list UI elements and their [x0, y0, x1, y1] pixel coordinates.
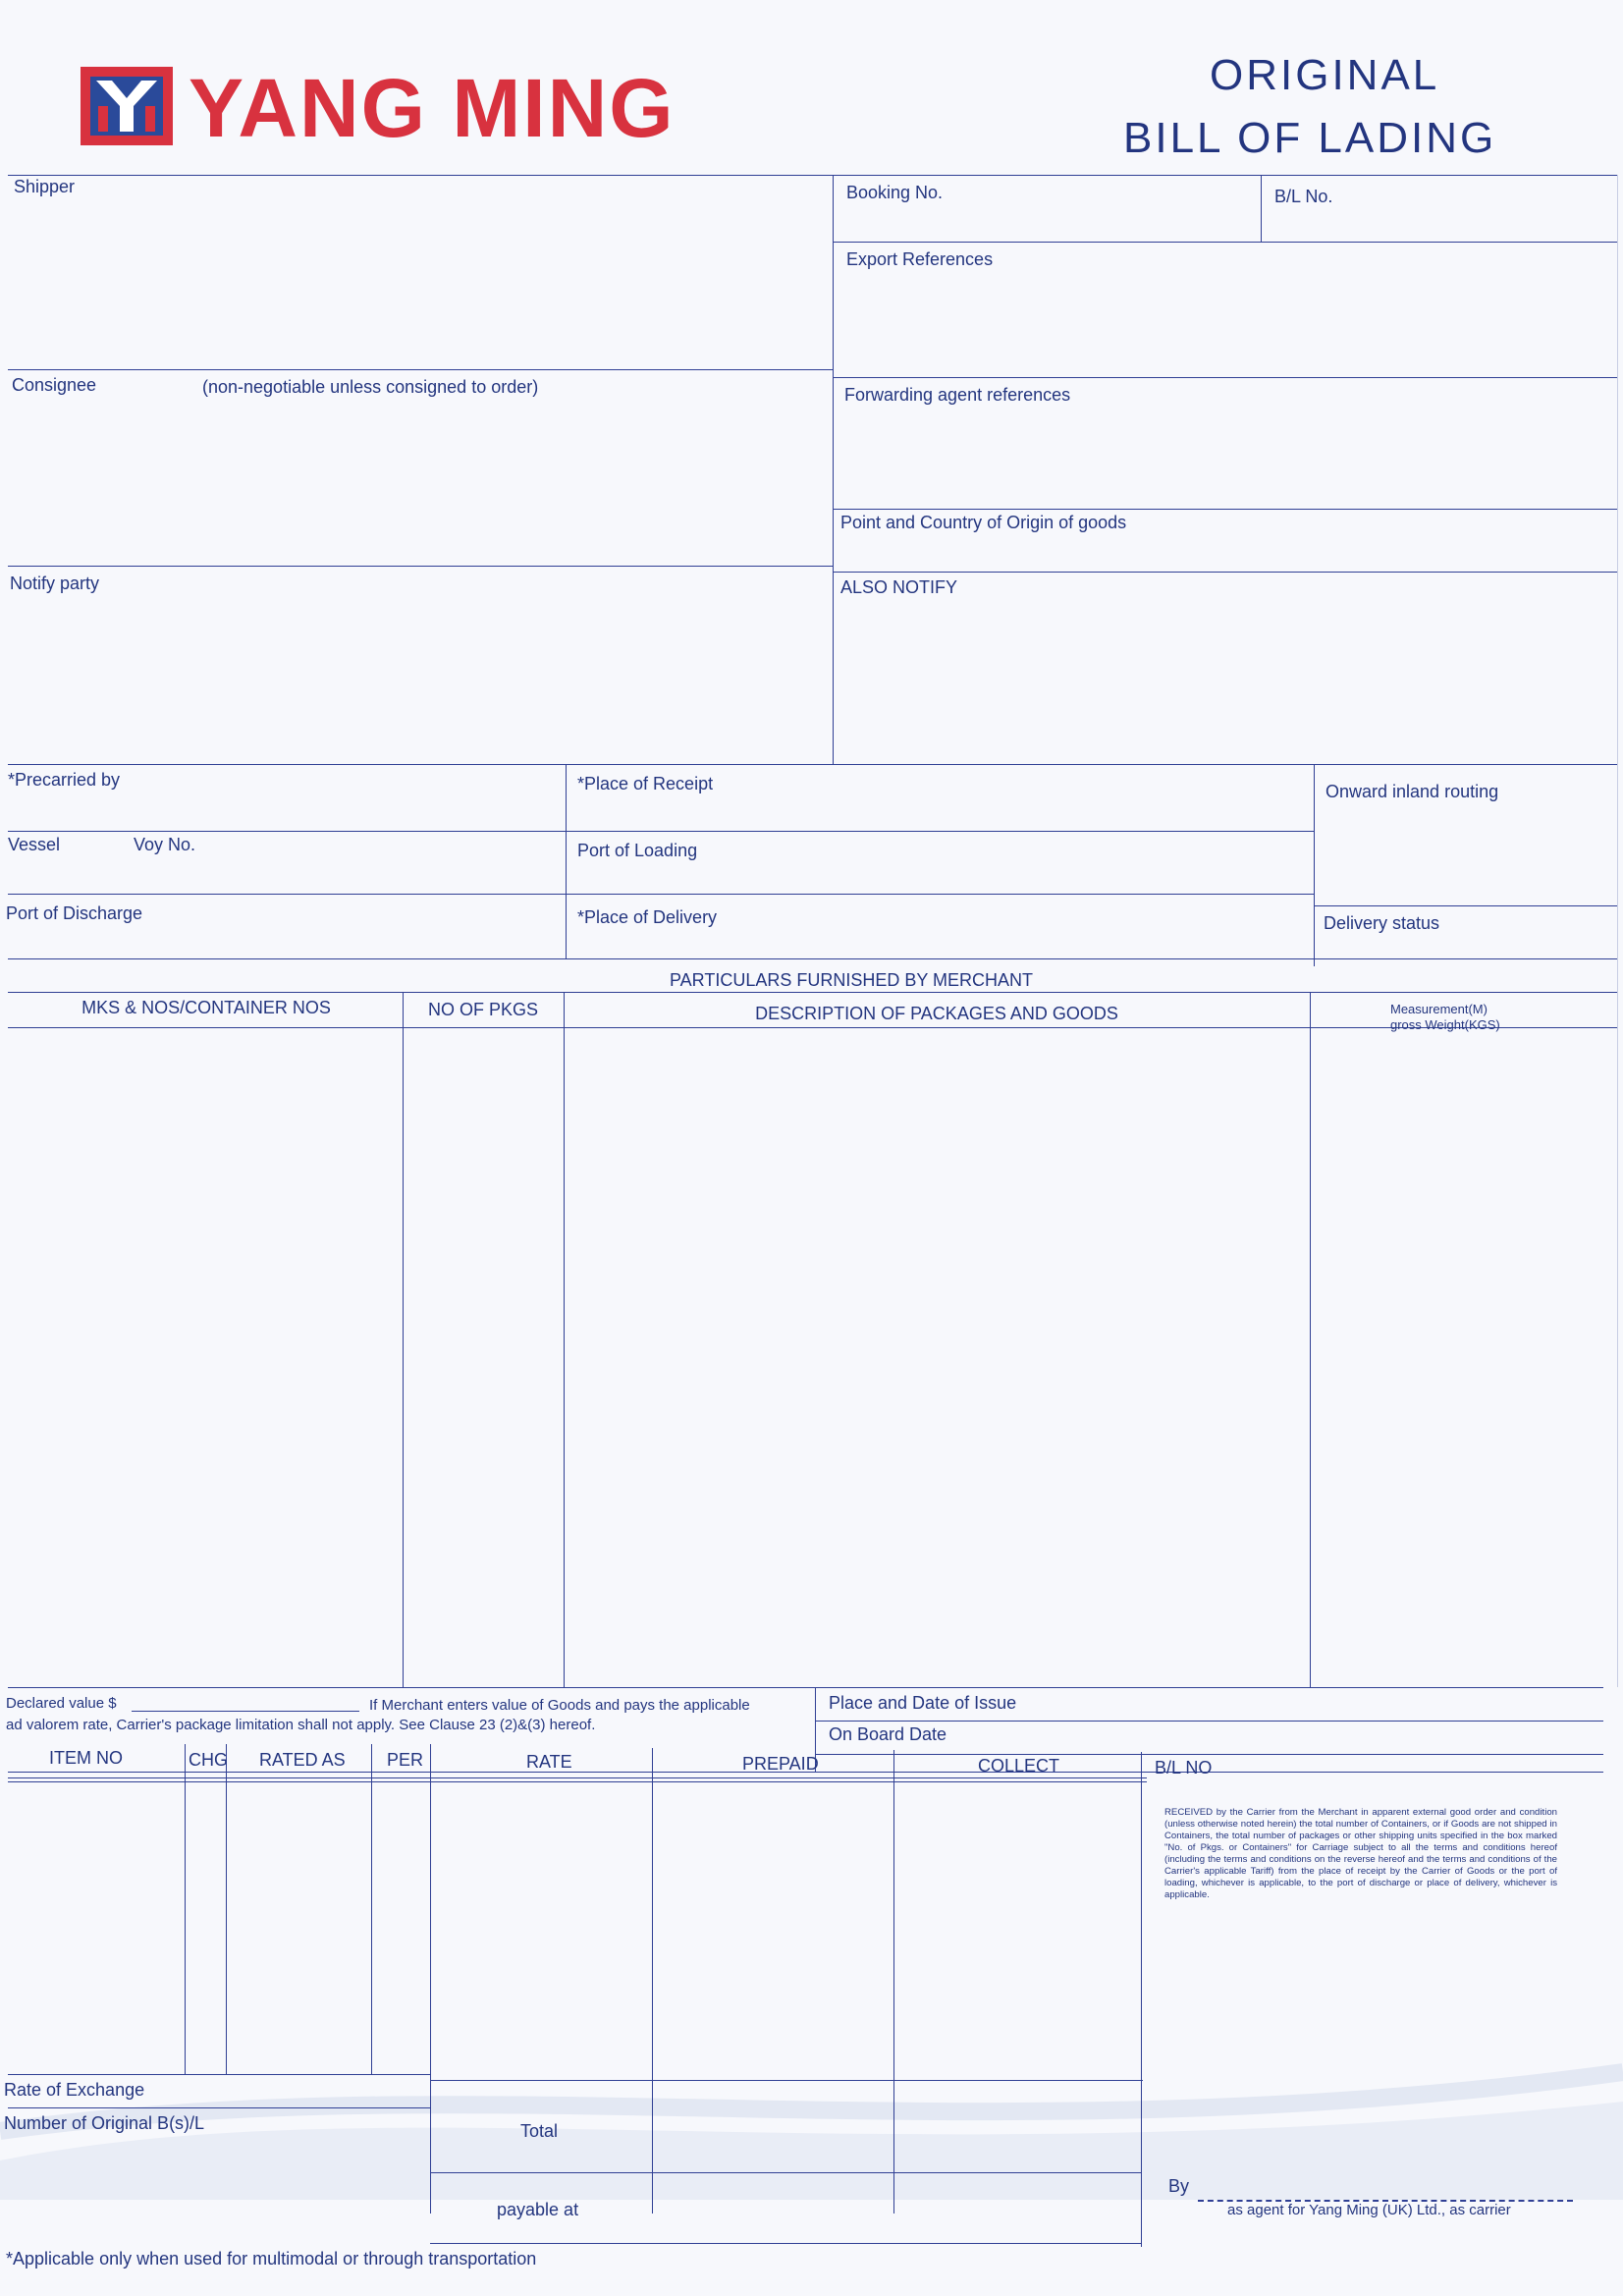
item-no-header: ITEM NO — [49, 1748, 123, 1768]
bl-no-label: B/L No. — [1274, 187, 1333, 206]
vessel-label: Vessel — [8, 835, 61, 854]
payable-at-label: payable at — [497, 2200, 579, 2219]
origin-label: Point and Country of Origin of goods — [840, 513, 1127, 532]
prepaid-header: PREPAID — [742, 1754, 819, 1774]
consignee-note: (non-negotiable unless consigned to order) — [202, 377, 539, 397]
port-of-discharge-label: Port of Discharge — [6, 903, 143, 923]
col-measurement-header: Measurement(M) — [1390, 1002, 1488, 1016]
col-pkgs-header: NO OF PKGS — [427, 1000, 539, 1019]
particulars-heading: PARTICULARS FURNISHED BY MERCHANT — [670, 970, 1034, 990]
forwarding-agent-label: Forwarding agent references — [844, 385, 1071, 405]
background-wave — [0, 2043, 1623, 2200]
onward-inland-routing-label: Onward inland routing — [1325, 782, 1499, 801]
booking-no-label: Booking No. — [846, 183, 944, 202]
rate-of-exchange-label: Rate of Exchange — [4, 2080, 145, 2100]
shipper-label: Shipper — [14, 177, 76, 196]
number-of-originals-label: Number of Original B(s)/L — [4, 2113, 205, 2133]
title-original: ORIGINAL — [1210, 51, 1440, 99]
also-notify-label: ALSO NOTIFY — [840, 577, 958, 597]
brand-name: YANG MING — [189, 62, 676, 154]
footnote: *Applicable only when used for multimodal or through transportation — [6, 2249, 537, 2269]
declared-value-note-2: ad valorem rate, Carrier's package limitation shall not apply. See Clause 23 (2)&(3) hereof. — [6, 1717, 596, 1733]
col-description-header: DESCRIPTION OF PACKAGES AND GOODS — [755, 1004, 1118, 1023]
col-weight-header: gross Weight(KGS) — [1390, 1017, 1500, 1032]
precarried-by-label: *Precarried by — [8, 770, 121, 790]
rated-as-header: RATED AS — [259, 1750, 346, 1770]
delivery-status-label: Delivery status — [1324, 913, 1440, 933]
declared-value-note-1: If Merchant enters value of Goods and pays the applicable — [369, 1697, 750, 1714]
received-clause: RECEIVED by the Carrier from the Merchant in apparent external good order and condition (unless otherwise noted herein) the total number of Containers, or if Goods are not shipped in Containers, the total number of packages or other shipping units specified in the box marked "No. of Pkgs. or Containers" for Carriage subject to all the terms and conditions hereof (including the terms and conditions on the reverse hereof and the terms and conditions of the Carrier's applicable Tariff) from the place of receipt by the Carrier of Goods or the port of loading, whichever is applicable, to the port of discharge or place of delivery, whichever is applicable. — [1164, 1807, 1557, 1900]
on-board-date-label: On Board Date — [829, 1724, 947, 1744]
declared-value-label: Declared value $ — [6, 1695, 117, 1712]
consignee-label: Consignee — [12, 375, 97, 395]
notify-party-label: Notify party — [10, 574, 100, 593]
brand-logo — [81, 67, 173, 145]
title-bill-of-lading: BILL OF LADING — [1123, 114, 1497, 162]
per-header: PER — [387, 1750, 424, 1770]
agent-label: as agent for Yang Ming (UK) Ltd., as carrier — [1227, 2202, 1511, 2218]
port-of-loading-label: Port of Loading — [577, 841, 698, 860]
chg-header: CHG — [189, 1750, 228, 1770]
bl-no-charges-header: B/L NO — [1155, 1758, 1213, 1777]
export-references-label: Export References — [846, 249, 994, 269]
by-label: By — [1168, 2176, 1190, 2196]
yang-ming-logo-icon — [81, 67, 173, 145]
total-label: Total — [520, 2121, 559, 2141]
place-date-issue-label: Place and Date of Issue — [829, 1693, 1017, 1713]
place-of-delivery-label: *Place of Delivery — [577, 907, 718, 927]
collect-header: COLLECT — [978, 1756, 1060, 1776]
rate-header: RATE — [526, 1752, 572, 1772]
col-marks-header: MKS & NOS/CONTAINER NOS — [81, 998, 331, 1017]
voy-no-label: Voy No. — [134, 835, 196, 854]
place-of-receipt-label: *Place of Receipt — [577, 774, 714, 793]
